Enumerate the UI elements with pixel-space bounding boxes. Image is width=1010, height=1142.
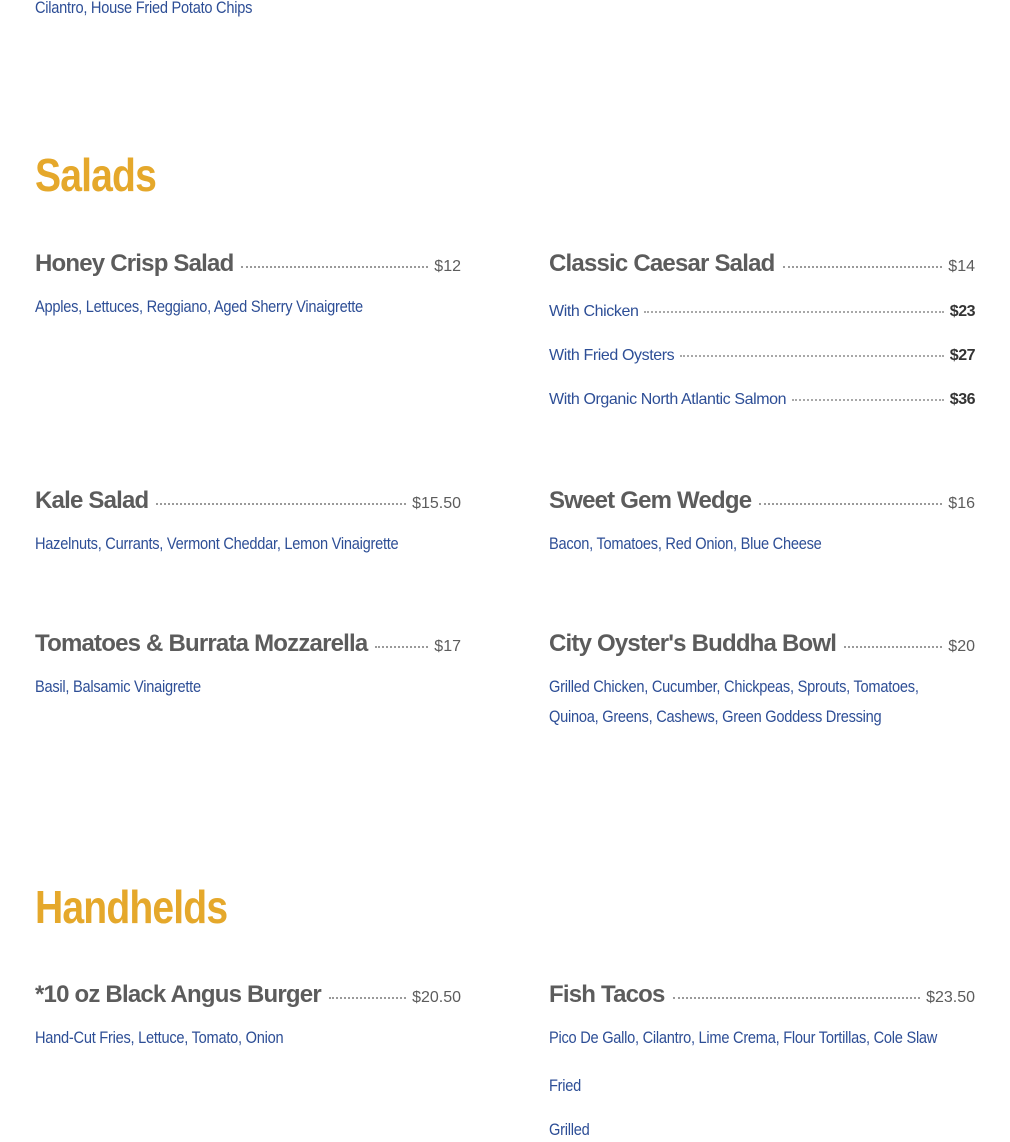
item-price: $15.50 <box>412 495 461 512</box>
item-name: Sweet Gem Wedge <box>549 487 752 514</box>
option-label: With Organic North Atlantic Salmon <box>549 391 787 408</box>
item-price: $16 <box>948 495 975 512</box>
item-name: *10 oz Black Angus Burger <box>35 981 321 1008</box>
dot-leader <box>680 355 944 357</box>
item-name: City Oyster's Buddha Bowl <box>549 630 837 657</box>
option-price: $23 <box>949 303 975 320</box>
menu-item-tomatoes-burrata <box>35 630 461 658</box>
dot-leader <box>241 266 428 268</box>
dot-leader <box>783 266 943 268</box>
item-name: Kale Salad <box>35 487 149 514</box>
item-price: $20.50 <box>412 989 461 1006</box>
option-grilled: Grilled <box>549 1120 590 1139</box>
dot-leader <box>375 646 428 648</box>
menu-item-black-angus-burger <box>35 981 461 1009</box>
item-description: Apples, Lettuces, Reggiano, Aged Sherry Vinaigrette <box>35 297 363 316</box>
menu-item-sweet-gem-wedge <box>549 487 975 515</box>
item-price: $17 <box>434 638 461 655</box>
item-description-line-2: Quinoa, Greens, Cashews, Green Goddess Dressing <box>549 707 882 726</box>
dot-leader <box>644 311 943 313</box>
dot-leader <box>329 997 406 999</box>
item-description-line-1: Grilled Chicken, Cucumber, Chickpeas, Sprouts, Tomatoes, <box>549 677 919 696</box>
option-price: $36 <box>949 391 975 408</box>
dot-leader <box>844 646 942 648</box>
menu-item-kale-salad <box>35 487 461 515</box>
menu-item-fish-tacos <box>549 981 975 1009</box>
item-description: Bacon, Tomatoes, Red Onion, Blue Cheese <box>549 534 822 553</box>
item-name: Tomatoes & Burrata Mozzarella <box>35 630 368 657</box>
previous-item-description: Cilantro, House Fried Potato Chips <box>35 0 253 17</box>
item-price: $12 <box>434 258 461 275</box>
dot-leader <box>673 997 920 999</box>
menu-item-honey-crisp-salad <box>35 250 461 278</box>
item-name: Fish Tacos <box>549 981 665 1008</box>
item-description: Basil, Balsamic Vinaigrette <box>35 677 201 696</box>
menu-item-classic-caesar-salad <box>549 250 975 278</box>
section-title-handhelds: Handhelds <box>35 881 228 933</box>
item-price: $20 <box>948 638 975 655</box>
option-price: $27 <box>949 347 975 364</box>
option-with-salmon <box>549 391 975 409</box>
item-description: Pico De Gallo, Cilantro, Lime Crema, Flour Tortillas, Cole Slaw <box>549 1028 938 1047</box>
option-fried: Fried <box>549 1076 582 1095</box>
section-title-salads: Salads <box>35 149 156 201</box>
item-price: $14 <box>948 258 975 275</box>
menu-item-buddha-bowl <box>549 630 975 658</box>
item-description: Hand-Cut Fries, Lettuce, Tomato, Onion <box>35 1028 284 1047</box>
option-with-fried-oysters <box>549 347 975 365</box>
dot-leader <box>792 399 944 401</box>
item-description: Hazelnuts, Currants, Vermont Cheddar, Lemon Vinaigrette <box>35 534 399 553</box>
option-with-chicken <box>549 303 975 321</box>
option-label: With Chicken <box>549 303 639 320</box>
option-label: With Fried Oysters <box>549 347 675 364</box>
dot-leader <box>156 503 406 505</box>
item-price: $23.50 <box>926 989 975 1006</box>
item-name: Honey Crisp Salad <box>35 250 234 277</box>
item-name: Classic Caesar Salad <box>549 250 775 277</box>
dot-leader <box>759 503 942 505</box>
